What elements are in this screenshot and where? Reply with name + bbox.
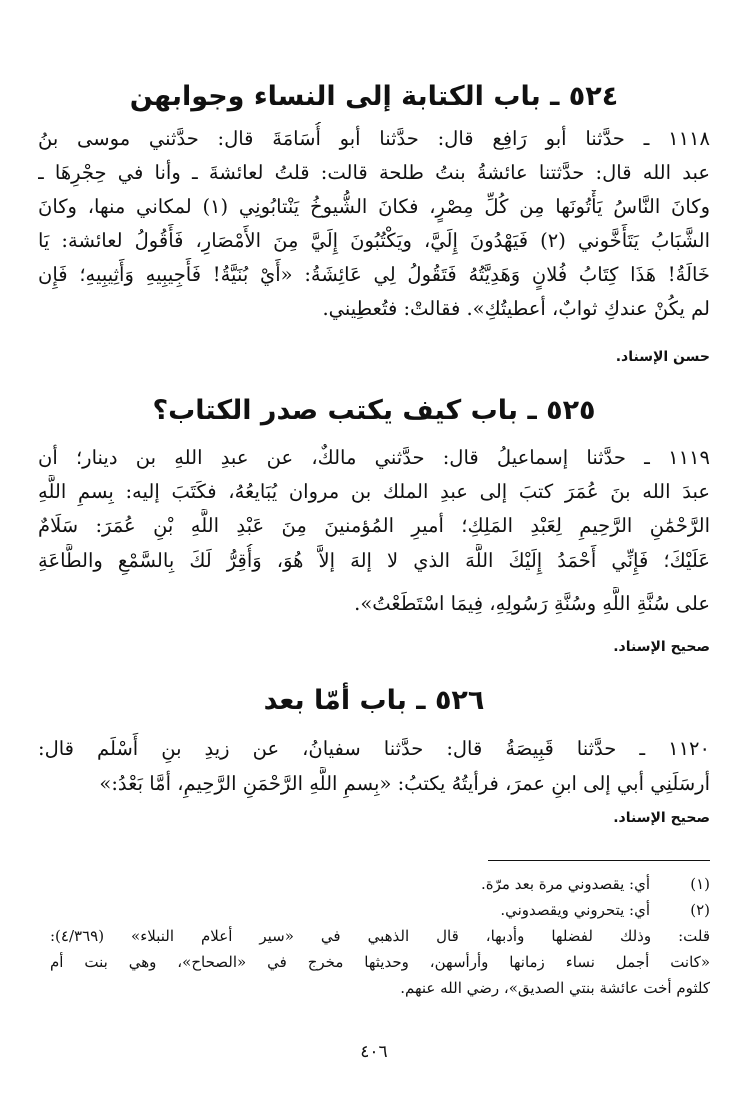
hadith-1120-grade: صحيح الإسناد. xyxy=(613,810,710,826)
hadith-1118-line-2: عبد الله قال: حدَّثتنا عائشةُ بنتُ طلحة قالت: قلتُ لعائشةَ ـ وأنا في حِجْرِهَا ـ xyxy=(38,161,710,184)
footnote-note-line-1: قلت: وذلك لفضلها وأدبها، قال الذهبي في «سير أعلام النبلاء» (٤/٣٦٩): xyxy=(50,927,710,945)
chapter-title-525: ٥٢٥ ـ باب كيف يكتب صدر الكتاب؟ xyxy=(152,395,596,426)
footnote-1 xyxy=(38,872,710,896)
hadith-1118-grade: حسن الإسناد. xyxy=(615,349,710,365)
footnote-2 xyxy=(38,898,710,922)
footnote-note-line-3: كلثوم أخت عائشة بنتي الصديق»، رضي الله عنهم. xyxy=(400,979,710,997)
chapter-title-524: ٥٢٤ ـ باب الكتابة إلى النساء وجوابهن xyxy=(129,81,619,112)
hadith-1118-line-1: ١١١٨ ـ حدَّثنا أبو رَافِع قال: حدَّثنا أبو أُسَامَةَ قال: حدَّثني موسى بنُ xyxy=(38,127,710,150)
hadith-1119-line-4: عَلَيْكَ؛ فَإِنِّي أَحْمَدُ إِلَيْكَ اللَّهَ الذي لا إلهَ إلاَّ هُوَ، وَأُقِرُّ لَكَ بِالسَّمْعِ والطَّاعَةِ xyxy=(38,549,710,572)
footnote-2-number: (٢) xyxy=(690,901,710,919)
page-number: ٤٠٦ xyxy=(360,1042,388,1062)
chapter-title-526: ٥٢٦ ـ باب أمّا بعد xyxy=(263,685,485,716)
footnote-2-text: أي: يتحروني ويقصدوني. xyxy=(500,901,650,919)
footnote-1-text: أي: يقصدوني مرة بعد مرّة. xyxy=(481,875,650,893)
hadith-1120-line-2: أرسَلَنِي أبي إلى ابنِ عمرَ، فرأيتُهُ يكتبُ: «بِسمِ اللَّهِ الرَّحْمَنِ الرَّحِيمِ، أمَّا بَعْدُ:» xyxy=(99,772,710,795)
hadith-1120-line-1: ١١٢٠ ـ حدَّثنا قَبِيصَةُ قال: حدَّثنا سفيانُ، عن زيدِ بنِ أَسْلَم قال: xyxy=(38,737,710,760)
hadith-1118-line-3: وكانَ النَّاسُ يَأْتُونَها مِن كُلِّ مِصْرٍ، فكانَ الشُّيوخُ يَنْتابُونِي (١) لمكاني منها، وكانَ xyxy=(38,195,710,218)
footnote-divider xyxy=(488,860,710,861)
hadith-1119-line-1: ١١١٩ ـ حدَّثنا إسماعيلُ قال: حدَّثني مالكٌ، عن عبدِ اللهِ بن دينار؛ أن xyxy=(38,446,710,469)
hadith-1118-line-6: لم يكُنْ عندكِ ثوابٌ، أعطيتُكِ». فقالتْ: فتُعطِيني. xyxy=(322,297,710,320)
hadith-1118-line-4: الشَّبَابُ يَتَأَخَّوني (٢) فَيَهْدُونَ إِلَيَّ، ويَكْتُبُونَ إِلَيَّ مِنَ الأَمْصَارِ، فَأَقُولُ لعائشة: يَا xyxy=(38,229,710,252)
hadith-1119-grade: صحيح الإسناد. xyxy=(613,639,710,655)
footnote-1-number: (١) xyxy=(690,875,710,893)
hadith-1118-line-5: خَالَةُ! هَذَا كِتَابُ فُلانٍ وَهَدِيَّتُهُ فَتَقُولُ لِي عَائِشَةُ: «أَيْ بُنَيَّةُ! فَأَجِيبِيهِ وَأَثِيبِيهِ؛ فَإِن xyxy=(38,263,710,286)
hadith-1119-line-5: على سُنَّةِ اللَّهِ وسُنَّةِ رَسُولِهِ، فِيمَا اسْتَطَعْتُ». xyxy=(354,592,710,615)
hadith-1119-line-2: عبدَ الله بنَ عُمَرَ كتبَ إلى عبدِ الملك بن مروان يُبَايعُهُ، فكَتَبَ إليه: بِسمِ اللَّهِ xyxy=(38,480,710,503)
footnote-note-line-2: «كانت أجمل نساء زمانها وأرأسهن، وحديثها مخرج في «الصحاح»، وهي بنت أم xyxy=(50,953,710,971)
hadith-1119-line-3: الرَّحْمَٰنِ الرَّحِيمِ لِعَبْدِ المَلِكِ؛ أميرِ المُؤمنينَ مِنَ عَبْدِ اللَّهِ بْنِ عُمَرَ: سَلَامٌ xyxy=(38,514,710,537)
